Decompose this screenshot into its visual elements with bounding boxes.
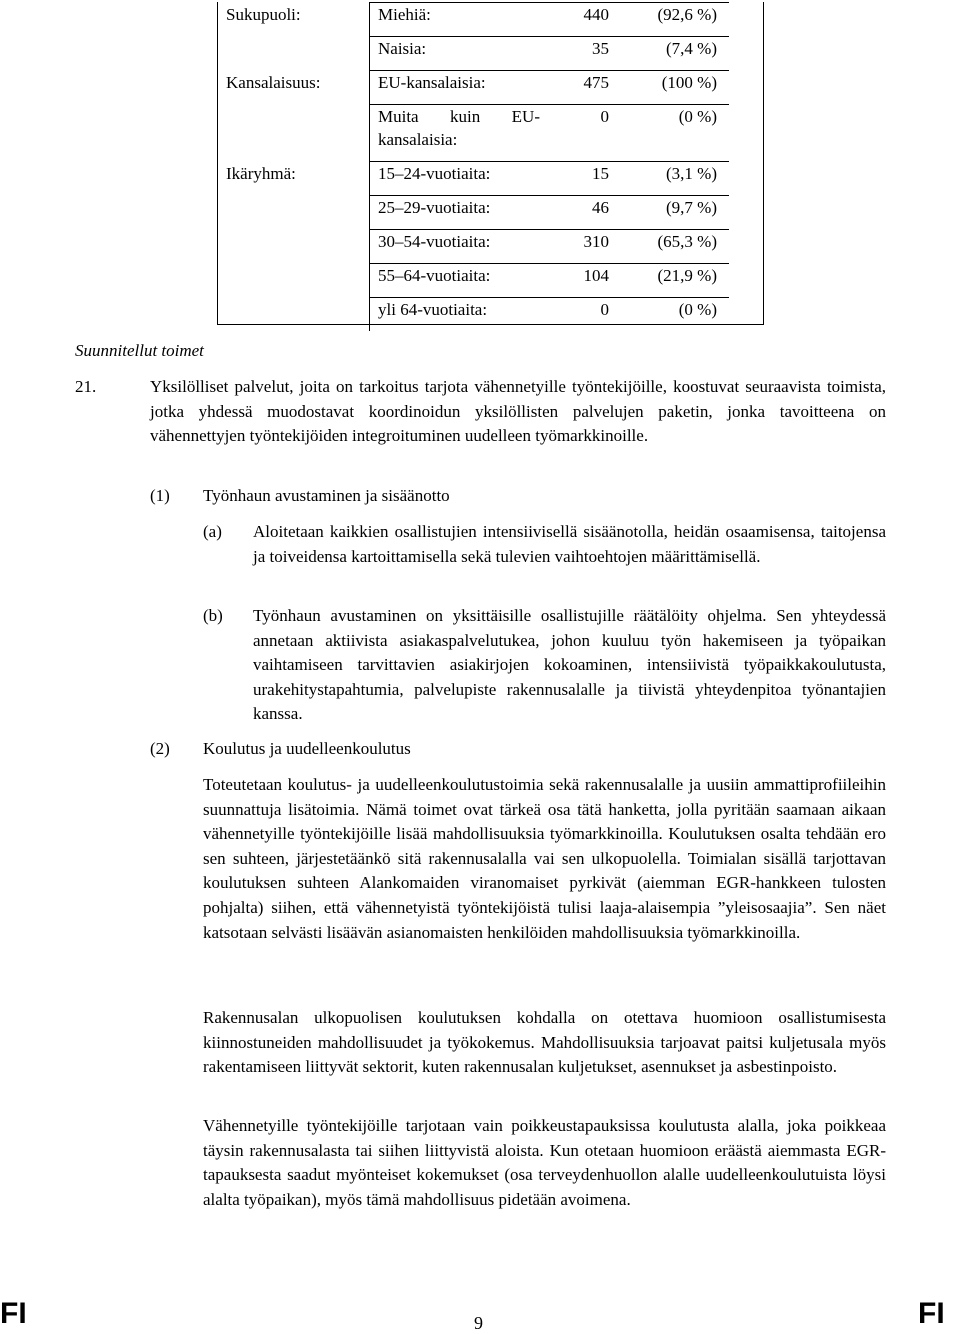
category-label: yli 64-vuotiaita: [370, 298, 547, 332]
count-value: 475 [546, 71, 611, 105]
table-row [217, 162, 729, 196]
group-label [217, 230, 370, 264]
group-label [217, 196, 370, 230]
item-2-paragraph-1: Toteutetaan koulutus- ja uudelleenkoulutustoimia sekä rakennusalalle ja uusiin ammattiprofiileihin suunnattuja lisätoimia. Nämä toimet ovat tärkeä osa tätä hanketta, jolla pyritään saamaan aikaan vähennetyille työntekijöille lisää mahdollisuuksia työmarkkinoilla. Koulutuksen osalta tehdään ero sen suhteen, järjestetäänkö sitä rakennusalalla vai sen ulkopuolella. Toimialan sisällä tarjottavan koulutuksen suhteen Alankomaiden viranomaiset pyrkivät (aiemman EGR-hankkeen tulosten pohjalta) siihen, että vähennetyistä työntekijöistä tulisi laaja-alaisempia ”yleisosaajia”. Sen näet katsotaan selvästi lisäävän asianomaisten henkilöiden mahdollisuuksia työmarkkinoilla. [203, 775, 886, 942]
category-word: kuin [450, 107, 481, 126]
category-label: 55‒64-vuotiaita: [370, 264, 547, 298]
table-row [217, 3, 729, 37]
percent-value: (0 %) [678, 300, 717, 319]
count-value: 310 [546, 230, 611, 264]
table-row [217, 196, 729, 230]
item-1b-marker: (b) [203, 606, 223, 625]
group-label [217, 105, 370, 162]
category-label: 25‒29-vuotiaita: [370, 196, 547, 230]
table-row [217, 71, 729, 105]
category-label: EU-kansalaisia: [370, 71, 547, 105]
section-number: 21. [75, 377, 97, 396]
percent-value: (3,1 %) [611, 162, 729, 196]
item-2-paragraph-3: Vähennetyille työntekijöille tarjotaan vain poikkeustapauksissa koulutusta alalla, joka poikkeaa täysin rakennusalasta tai siihen liittyvistä aloista. Kun otetaan huomioon eräästä aiemmasta EGR-tapauksesta saadut myönteiset kokemukset (osa terveydenhuollon alalle uudelleenkoulutuista löysi alalta työpaikan), myös tämä mahdollisuus pidetään avoimena. [203, 1116, 886, 1209]
item-2-marker: (2) [150, 739, 170, 758]
category-word: Muita [378, 107, 419, 126]
count-value: 46 [546, 196, 611, 230]
footer-language-left: FI [0, 1297, 27, 1330]
count-value: 0 [600, 300, 609, 319]
table-row [217, 105, 729, 162]
category-label: Miehiä: [370, 3, 547, 37]
percent-value: (0 %) [611, 105, 729, 162]
group-label [217, 37, 370, 71]
item-1-marker: (1) [150, 486, 170, 505]
footer-page-number: 9 [474, 1313, 483, 1333]
item-2-title: Koulutus ja uudelleenkoulutus [203, 739, 411, 758]
count-value: 104 [546, 264, 611, 298]
percent-value: (65,3 %) [611, 230, 729, 264]
demographics-table [217, 2, 729, 331]
item-1a-text: Aloitetaan kaikkien osallistujien intensiivisellä sisäänotolla, heidän osaamisensa, taitojensa ja toiveidensa kartoittamisella sekä tulevien vaihtoehtojen määrittämisellä. [253, 522, 886, 566]
group-label: Ikäryhmä: [226, 163, 296, 183]
percent-value: (9,7 %) [611, 196, 729, 230]
category-label: Naisia: [370, 37, 547, 71]
table-row [217, 298, 729, 332]
category-label [370, 105, 547, 162]
percent-value: (21,9 %) [611, 264, 729, 298]
category-label: 15‒24-vuotiaita: [370, 162, 547, 196]
group-label: Sukupuoli: [226, 4, 301, 24]
category-word: EU- [511, 107, 540, 126]
count-value: 0 [546, 105, 611, 162]
group-label: Kansalaisuus: [226, 72, 321, 92]
group-label [217, 298, 370, 332]
count-value: 440 [546, 3, 611, 37]
item-1a-marker: (a) [203, 522, 222, 541]
group-label [217, 264, 370, 298]
section-21-paragraph: Yksilölliset palvelut, joita on tarkoitus tarjota vähennetyille työntekijöille, koostuvat seuraavista toimista, jotka yhdessä muodostavat koordinoidun yksilöllisten palvelujen paketin, jonka tavoitteena on vähennettyjen työntekijöiden integroituminen uudelleen työmarkkinoille. [150, 377, 886, 446]
percent-value: (7,4 %) [611, 37, 729, 71]
category-line2: kansalaisia: [378, 130, 458, 149]
side-heading: Suunnitellut toimet [75, 341, 204, 360]
table-row [217, 264, 729, 298]
category-label: 30‒54-vuotiaita: [370, 230, 547, 264]
percent-value: (92,6 %) [611, 3, 729, 37]
table-row [217, 230, 729, 264]
footer-language-right: FI [918, 1297, 945, 1330]
count-value: 15 [546, 162, 611, 196]
table-row [217, 37, 729, 71]
item-1-title: Työnhaun avustaminen ja sisäänotto [203, 486, 450, 505]
item-2-paragraph-2: Rakennusalan ulkopuolisen koulutuksen kohdalla on otettava huomioon osallistumisesta kiinnostuneiden mahdollisuudet ja työkokemus. Mahdollisuuksia tarjoavat paitsi kuljetusala myös rakentamiseen liittyvät sektorit, kuten rakennusalan kuljetukset, asennukset ja asbestinpoisto. [203, 1008, 886, 1077]
percent-value: (100 %) [611, 71, 729, 105]
count-value: 35 [546, 37, 611, 71]
item-1b-text: Työnhaun avustaminen on yksittäisille osallistujille räätälöity ohjelma. Sen yhteydessä annetaan aktiivista asiakaspalvelutukea, johon kuuluu työn hakemiseen ja työpaikan vaihtamiseen tarvittavien asiakirjojen kokoaminen, intensiivistä työpaikkakoulutusta, urakehitystapahtumia, palvelupiste rakennusalalle ja tiivistä yhteydenpitoa työnantajien kanssa. [253, 606, 886, 724]
